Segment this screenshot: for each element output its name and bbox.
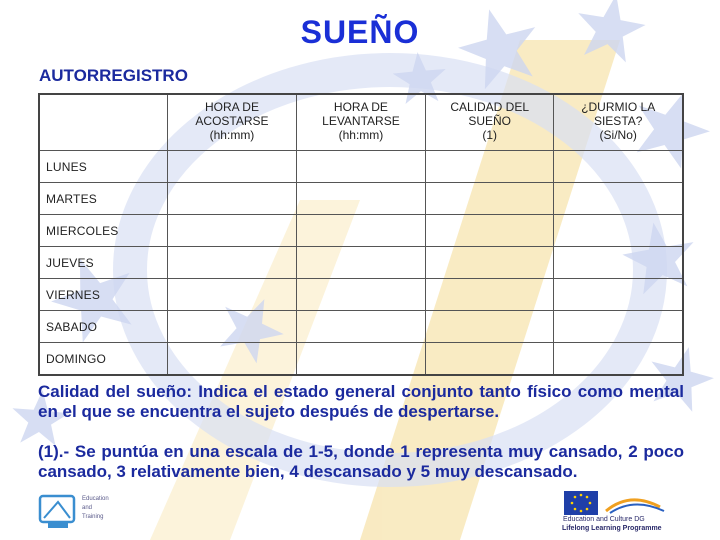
header-line: HORA DE [204,100,259,114]
header-wake-time [296,94,425,151]
entry-cell[interactable] [168,343,297,376]
logo-left-line2: and [82,505,93,511]
table-row [39,183,683,215]
day-label: JUEVES [39,247,168,279]
entry-cell[interactable] [554,151,683,183]
logo-left-line3: Training [82,514,104,520]
entry-cell[interactable] [168,247,297,279]
entry-cell[interactable] [296,183,425,215]
scale-note-text: (1).- Se puntúa en una escala de 1-5, donde 1 representa muy cansado, 2 poco cansado, 3 relativamente bien, 4 descansado y 5 muy descansado. [38,442,684,481]
table-row [39,215,683,247]
entry-cell[interactable] [425,247,553,279]
header-line: LEVANTARSE [322,114,400,128]
entry-cell[interactable] [425,311,553,343]
day-label: SABADO [39,311,168,343]
header-line: (hh:mm) [338,128,384,142]
entry-cell[interactable] [296,215,425,247]
header-line: (1) [482,128,497,142]
entry-cell[interactable] [296,247,425,279]
education-training-logo [38,490,118,532]
entry-cell[interactable] [425,343,553,376]
header-corner-cell [39,94,168,151]
logo-left-line1: Education [82,496,109,502]
header-line: SUEÑO [468,114,511,128]
entry-cell[interactable] [296,151,425,183]
logo-right-line2: Lifelong Learning Programme [562,525,662,532]
sleep-log-table [38,93,684,376]
logo-right-line1: Education and Culture DG [563,516,645,523]
header-line: (hh:mm) [209,128,255,142]
entry-cell[interactable] [425,151,553,183]
section-subtitle: AUTORREGISTRO [39,66,188,85]
day-label: VIERNES [39,279,168,311]
table-row [39,311,683,343]
entry-cell[interactable] [168,311,297,343]
entry-cell[interactable] [425,279,553,311]
entry-cell[interactable] [296,311,425,343]
header-line: ACOSTARSE [195,114,269,128]
entry-cell[interactable] [554,247,683,279]
eu-llp-logo [560,489,670,529]
entry-cell[interactable] [168,279,297,311]
header-bedtime [168,94,297,151]
entry-cell[interactable] [425,215,553,247]
day-label: LUNES [39,151,168,183]
entry-cell[interactable] [168,183,297,215]
entry-cell[interactable] [554,343,683,376]
header-nap [554,94,683,151]
table-row [39,247,683,279]
entry-cell[interactable] [296,279,425,311]
entry-cell[interactable] [554,215,683,247]
entry-cell[interactable] [554,311,683,343]
entry-cell[interactable] [296,343,425,376]
entry-cell[interactable] [168,151,297,183]
table-row [39,151,683,183]
table-row [39,343,683,376]
header-line: HORA DE [333,100,388,114]
table-header-row [39,94,683,151]
day-label: DOMINGO [39,343,168,376]
entry-cell[interactable] [168,215,297,247]
entry-cell[interactable] [554,183,683,215]
header-line: ¿DURMIO LA [581,100,656,114]
header-sleep-quality [425,94,553,151]
header-line: SIESTA? [593,114,643,128]
header-line: (Si/No) [599,128,637,142]
table-row [39,279,683,311]
day-label: MARTES [39,183,168,215]
entry-cell[interactable] [554,279,683,311]
header-line: CALIDAD DEL [450,100,530,114]
day-label: MIERCOLES [39,215,168,247]
page-title: SUEÑO [300,14,420,50]
entry-cell[interactable] [425,183,553,215]
quality-definition-text: Calidad del sueño: Indica el estado general conjunto tanto físico como mental en el que se encuentra el sujeto después de despertarse. [38,382,684,421]
